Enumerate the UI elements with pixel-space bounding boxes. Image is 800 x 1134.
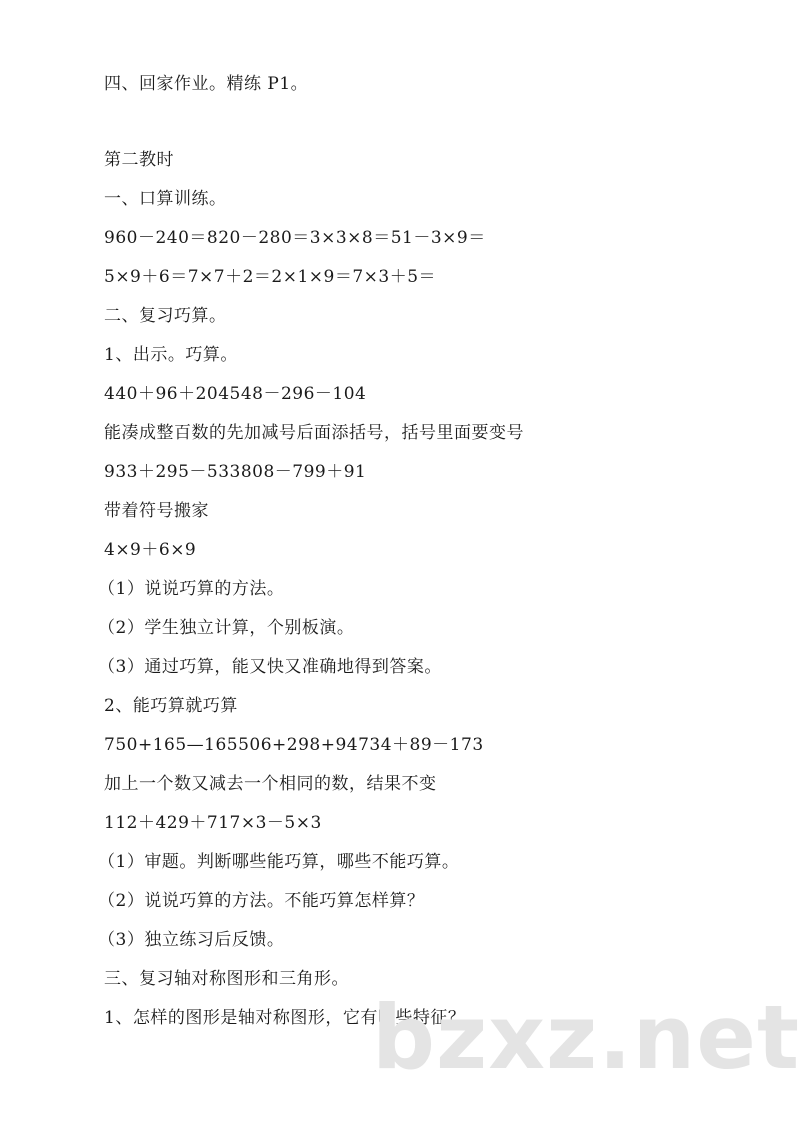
subheading-line: 1、出示。巧算。 (104, 345, 238, 365)
subheading-line: 2、能巧算就巧算 (104, 696, 238, 716)
equation-line: 960－240＝820－280＝3×3×8＝51－3×9＝ (104, 228, 486, 248)
text-line: 加上一个数又减去一个相同的数，结果不变 (104, 774, 437, 794)
equation-line: 440＋96＋204548－296－104 (104, 384, 367, 404)
section-heading-oral: 一、口算训练。 (104, 189, 227, 209)
watermark: bzxz.net (372, 986, 800, 1089)
section-heading-symmetry: 三、复习轴对称图形和三角形。 (104, 969, 349, 989)
list-item: （2）说说巧算的方法。不能巧算怎样算？ (98, 891, 425, 911)
equation-line: 112＋429＋717×3－5×3 (104, 813, 322, 833)
homework-line: 四、回家作业。精练 P1。 (104, 74, 309, 94)
list-item: （3）通过巧算，能又快又准确地得到答案。 (98, 657, 442, 677)
list-item: （3）独立练习后反馈。 (98, 930, 285, 950)
text-line: 能凑成整百数的先加减号后面添括号，括号里面要变号 (104, 423, 524, 443)
text-line: 带着符号搬家 (104, 501, 209, 521)
section-heading-review: 二、复习巧算。 (104, 306, 227, 326)
list-item: （1）审题。判断哪些能巧算，哪些不能巧算。 (98, 852, 460, 872)
equation-line: 4×9＋6×9 (104, 540, 197, 560)
lesson-heading: 第二教时 (104, 150, 174, 170)
question-line: 1、怎样的图形是轴对称图形，它有哪些特征？ (104, 1008, 466, 1028)
list-item: （2）学生独立计算，个别板演。 (98, 618, 355, 638)
equation-line: 750+165—165506+298+94734＋89－173 (104, 735, 484, 755)
equation-line: 933＋295－533808－799＋91 (104, 462, 367, 482)
equation-line: 5×9＋6＝7×7＋2＝2×1×9＝7×3＋5＝ (104, 267, 437, 287)
list-item: （1）说说巧算的方法。 (98, 579, 285, 599)
